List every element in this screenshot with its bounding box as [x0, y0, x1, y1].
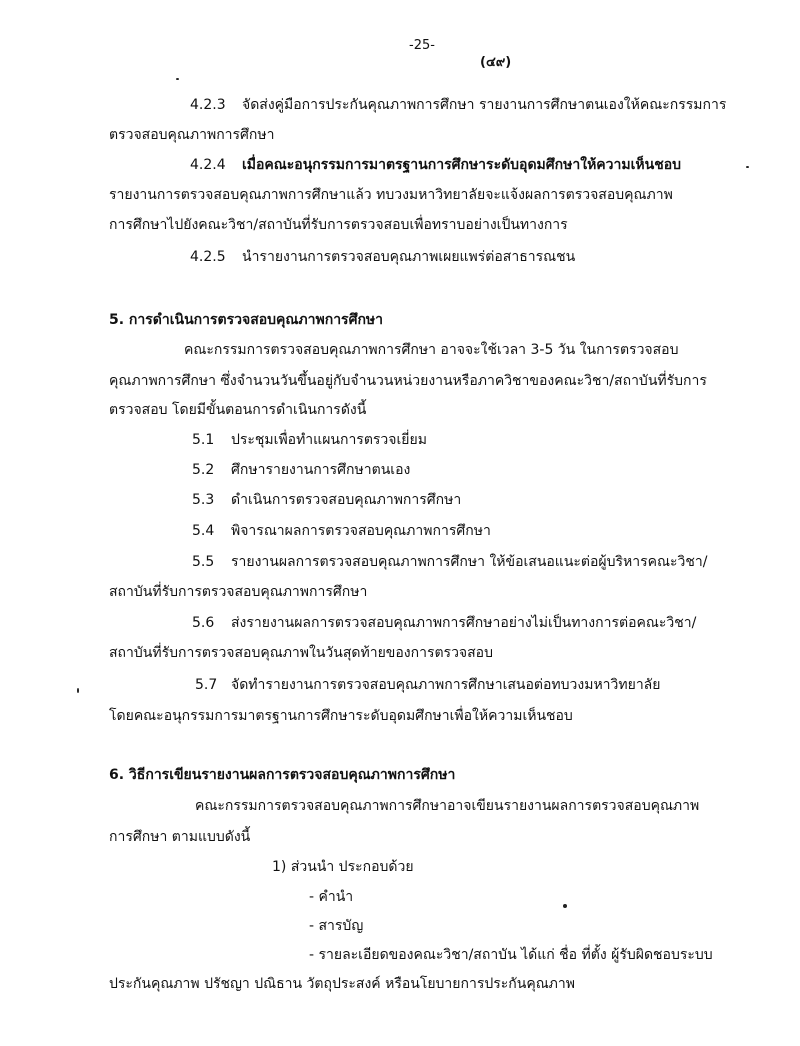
section-6-para: การศึกษา ตามแบบดังนี้	[109, 829, 251, 845]
section-5-para: ตรวจสอบ โดยมีขั้นตอนการดำเนินการดังนี้	[109, 402, 367, 418]
scan-speck	[77, 688, 79, 693]
step-text-5-4: พิจารณาผลการตรวจสอบคุณภาพการศึกษา	[231, 523, 491, 539]
step-num-5-4: 5.4	[192, 523, 215, 539]
item-text-4-2-5: นำรายงานการตรวจสอบคุณภาพเผยแพร่ต่อสาธารณชน	[242, 249, 576, 265]
item-num-4-2-3: 4.2.3	[190, 97, 226, 113]
section-5-para: คณะกรรมการตรวจสอบคุณภาพการศึกษา อาจจะใช้เวลา 3-5 วัน ในการตรวจสอบ	[184, 342, 679, 358]
step-num-5-3: 5.3	[192, 492, 215, 508]
step-text-5-6: ส่งรายงานผลการตรวจสอบคุณภาพการศึกษาอย่างไม่เป็นทางการต่อคณะวิชา/	[231, 615, 697, 631]
step-text-5-3: ดำเนินการตรวจสอบคุณภาพการศึกษา	[231, 492, 462, 508]
bullet-item: - คำนำ	[309, 889, 354, 905]
section-5-para: คุณภาพการศึกษา ซึ่งจำนวนวันขึ้นอยู่กับจำนวนหน่วยงานหรือภาควิชาของคณะวิชา/สถาบันที่รับการ	[109, 373, 707, 389]
page-number: -25-	[409, 38, 435, 53]
scan-speck	[746, 166, 749, 168]
item-text-4-2-3: จัดส่งคู่มือการประกันคุณภาพการศึกษา รายงานการศึกษาตนเองให้คณะกรรมการ	[242, 97, 727, 113]
item-cont-4-2-3: ตรวจสอบคุณภาพการศึกษา	[109, 127, 275, 143]
step-num-5-7: 5.7	[195, 677, 218, 693]
step-num-5-5: 5.5	[192, 554, 215, 570]
item-cont2-4-2-4: การศึกษาไปยังคณะวิชา/สถาบันที่รับการตรวจสอบเพื่อทราบอย่างเป็นทางการ	[109, 217, 568, 233]
section-6-para: คณะกรรมการตรวจสอบคุณภาพการศึกษาอาจเขียนรายงานผลการตรวจสอบคุณภาพ	[195, 798, 700, 814]
page-number-thai: (๔๙)	[480, 55, 512, 70]
item-text-4-2-4: เมื่อคณะอนุกรรมการมาตรฐานการศึกษาระดับอุดมศึกษาให้ความเห็นชอบ	[242, 157, 682, 173]
section-6-heading: 6. วิธีการเขียนรายงานผลการตรวจสอบคุณภาพการศึกษา	[109, 767, 456, 783]
step-text-5-2: ศึกษารายงานการศึกษาตนเอง	[231, 462, 411, 478]
step-text-5-5: รายงานผลการตรวจสอบคุณภาพการศึกษา ให้ข้อเสนอแนะต่อผู้บริหารคณะวิชา/	[231, 554, 708, 570]
bullet-cont: ประกันคุณภาพ ปรัชญา ปณิธาน วัตถุประสงค์ หรือนโยบายการประกันคุณภาพ	[109, 976, 575, 992]
bullet-item: - รายละเอียดของคณะวิชา/สถาบัน ได้แก่ ชื่อ ที่ตั้ง ผู้รับผิดชอบระบบ	[309, 947, 713, 963]
step-text-5-7: จัดทำรายงานการตรวจสอบคุณภาพการศึกษาเสนอต่อทบวงมหาวิทยาลัย	[231, 677, 661, 693]
bullet-item: - สารบัญ	[309, 918, 364, 934]
section-5-heading: 5. การดำเนินการตรวจสอบคุณภาพการศึกษา	[109, 312, 384, 328]
step-cont-5-5: สถาบันที่รับการตรวจสอบคุณภาพการศึกษา	[109, 584, 368, 600]
step-num-5-2: 5.2	[192, 462, 215, 478]
scan-speck	[176, 78, 179, 80]
step-cont-5-6: สถาบันที่รับการตรวจสอบคุณภาพในวันสุดท้ายของการตรวจสอบ	[109, 645, 493, 661]
scan-speck	[563, 904, 567, 908]
item-num-4-2-5: 4.2.5	[190, 249, 226, 265]
step-num-5-1: 5.1	[192, 432, 215, 448]
item-num-4-2-4: 4.2.4	[190, 157, 226, 173]
step-cont-5-7: โดยคณะอนุกรรมการมาตรฐานการศึกษาระดับอุดมศึกษาเพื่อให้ความเห็นชอบ	[109, 708, 573, 724]
step-num-5-6: 5.6	[192, 615, 215, 631]
step-text-5-1: ประชุมเพื่อทำแผนการตรวจเยี่ยม	[231, 432, 427, 448]
item-cont-4-2-4: รายงานการตรวจสอบคุณภาพการศึกษาแล้ว ทบวงมหาวิทยาลัยจะแจ้งผลการตรวจสอบคุณภาพ	[109, 187, 673, 203]
sub-heading-intro: 1) ส่วนนำ ประกอบด้วย	[272, 859, 414, 875]
